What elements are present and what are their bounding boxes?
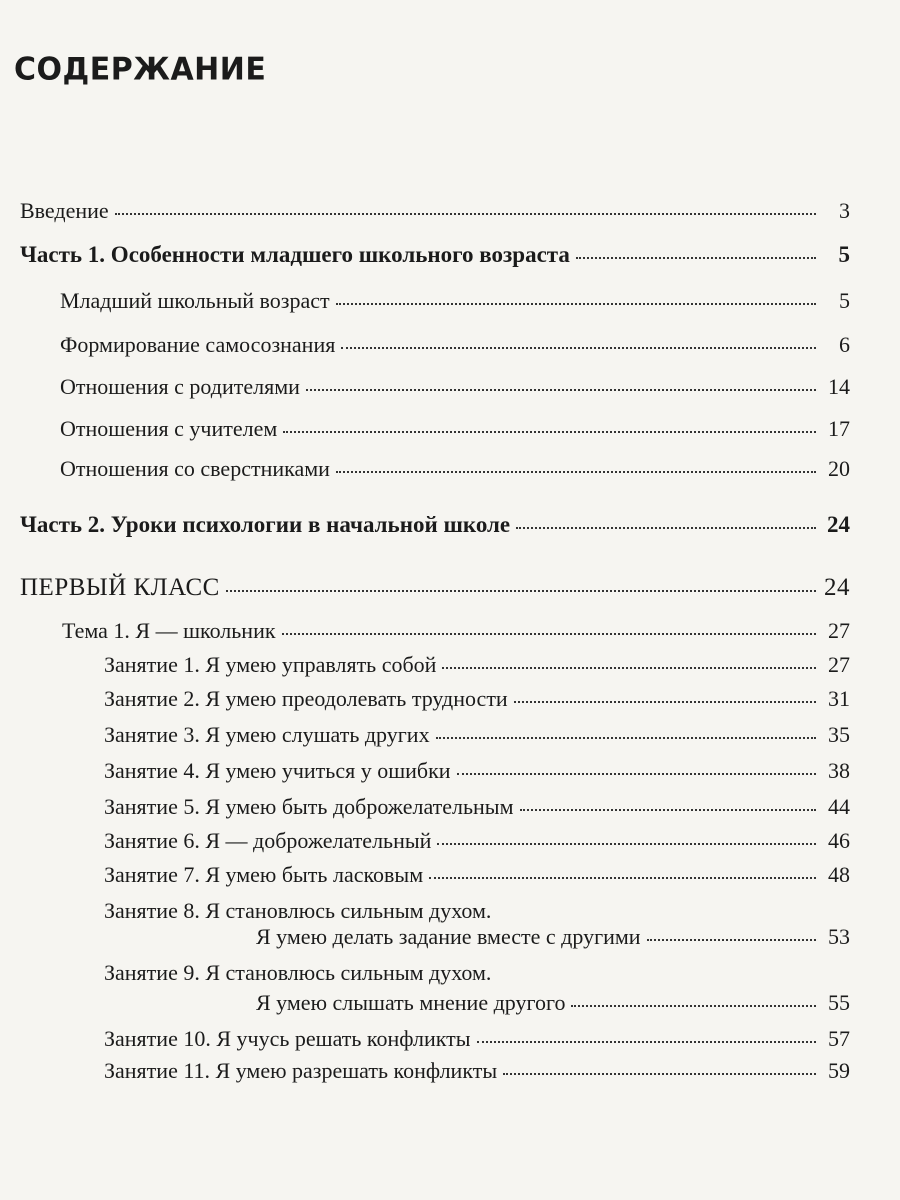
leader-dots xyxy=(477,1041,816,1043)
toc-label: Часть 2. Уроки психологии в начальной школе xyxy=(20,512,511,537)
toc-page-number: 35 xyxy=(828,722,850,747)
toc-label: Отношения со сверстниками xyxy=(60,456,330,481)
leader-dots xyxy=(429,877,816,879)
toc-label: Отношения с учителем xyxy=(60,416,278,441)
leader-dots xyxy=(516,527,816,529)
toc-entry-lesson xyxy=(104,828,850,853)
toc-label: ПЕРВЫЙ КЛАСС xyxy=(20,574,220,601)
page-title: СОДЕРЖАНИЕ xyxy=(14,51,267,88)
toc-label: Тема 1. Я — школьник xyxy=(62,618,276,643)
leader-dots xyxy=(306,389,816,391)
toc-page-number: 57 xyxy=(828,1026,850,1051)
toc-page-number: 44 xyxy=(828,794,850,819)
toc-entry-grade1 xyxy=(20,574,850,603)
toc-entry xyxy=(60,456,850,481)
toc-page-number: 59 xyxy=(828,1058,850,1083)
leader-dots xyxy=(647,939,816,941)
toc-entry xyxy=(60,288,850,313)
toc-entry-lesson xyxy=(104,862,850,887)
leader-dots xyxy=(442,667,816,669)
leader-dots xyxy=(336,303,816,305)
toc-label: Занятие 11. Я умею разрешать конфликты xyxy=(104,1058,498,1083)
toc-lesson8-line1: Занятие 8. Я становлюсь сильным духом. xyxy=(104,898,492,923)
toc-page-number: 17 xyxy=(828,416,850,441)
toc-lesson9-line1: Занятие 9. Я становлюсь сильным духом. xyxy=(104,960,492,985)
toc-page-number: 53 xyxy=(828,924,850,949)
leader-dots xyxy=(115,213,816,215)
toc-entry-lesson xyxy=(104,758,850,783)
toc-label: Младший школьный возраст xyxy=(60,288,330,313)
leader-dots xyxy=(514,701,816,703)
toc-entry-intro xyxy=(20,198,850,223)
toc-page-number: 20 xyxy=(828,456,850,481)
toc-page-number: 24 xyxy=(827,512,850,537)
toc-label: Занятие 5. Я умею быть доброжелательным xyxy=(104,794,514,819)
toc-page-number: 38 xyxy=(828,758,850,783)
toc-entry-lesson xyxy=(104,794,850,819)
toc-entry-part2 xyxy=(20,512,850,538)
toc-page-number: 55 xyxy=(828,990,850,1015)
leader-dots xyxy=(576,257,816,259)
leader-dots xyxy=(571,1005,816,1007)
toc-page-number: 48 xyxy=(828,862,850,887)
toc-page-number: 3 xyxy=(839,198,850,223)
toc-page-number: 5 xyxy=(839,288,850,313)
leader-dots xyxy=(226,590,816,592)
leader-dots xyxy=(437,843,816,845)
toc-entry-lesson xyxy=(104,652,850,677)
toc-label: Занятие 1. Я умею управлять собой xyxy=(104,652,437,677)
toc-page-number: 14 xyxy=(828,374,850,399)
toc-page-number: 27 xyxy=(828,652,850,677)
toc-entry-lesson8 xyxy=(256,924,850,949)
toc-label: Введение xyxy=(20,198,109,223)
leader-dots xyxy=(503,1073,816,1075)
toc-entry-lesson xyxy=(104,722,850,747)
toc-page-number: 24 xyxy=(824,574,850,601)
leader-dots xyxy=(336,471,816,473)
toc-page-number: 31 xyxy=(828,686,850,711)
toc-entry-topic1 xyxy=(62,618,850,643)
toc-label: Часть 1. Особенности младшего школьного возраста xyxy=(20,242,570,267)
toc-label: Занятие 3. Я умею слушать других xyxy=(104,722,430,747)
leader-dots xyxy=(341,347,816,349)
toc-page-number: 27 xyxy=(828,618,850,643)
toc-entry xyxy=(60,416,850,441)
toc-label: Отношения с родителями xyxy=(60,374,300,399)
toc-entry-lesson9 xyxy=(256,990,850,1015)
toc-entry-lesson xyxy=(104,686,850,711)
toc-label: Занятие 4. Я умею учиться у ошибки xyxy=(104,758,451,783)
toc-entry-part1 xyxy=(20,242,850,268)
toc-page-number: 6 xyxy=(839,332,850,357)
toc-entry-lesson11 xyxy=(104,1058,850,1083)
toc-label: Я умею слышать мнение другого xyxy=(256,990,566,1015)
toc-label: Я умею делать задание вместе с другими xyxy=(256,924,641,949)
leader-dots xyxy=(283,431,816,433)
leader-dots xyxy=(520,809,816,811)
leader-dots xyxy=(457,773,816,775)
toc-label: Занятие 10. Я учусь решать конфликты xyxy=(104,1026,471,1051)
toc-label: Занятие 2. Я умею преодолевать трудности xyxy=(104,686,508,711)
leader-dots xyxy=(436,737,816,739)
toc-entry xyxy=(60,374,850,399)
toc-label: Занятие 7. Я умею быть ласковым xyxy=(104,862,424,887)
leader-dots xyxy=(282,633,816,635)
toc-entry xyxy=(60,332,850,357)
toc-label: Занятие 6. Я — доброжелательный xyxy=(104,828,432,853)
toc-page-number: 5 xyxy=(838,242,850,267)
toc-label: Формирование самосознания xyxy=(60,332,336,357)
toc-entry-lesson10 xyxy=(104,1026,850,1051)
toc-page-number: 46 xyxy=(828,828,850,853)
